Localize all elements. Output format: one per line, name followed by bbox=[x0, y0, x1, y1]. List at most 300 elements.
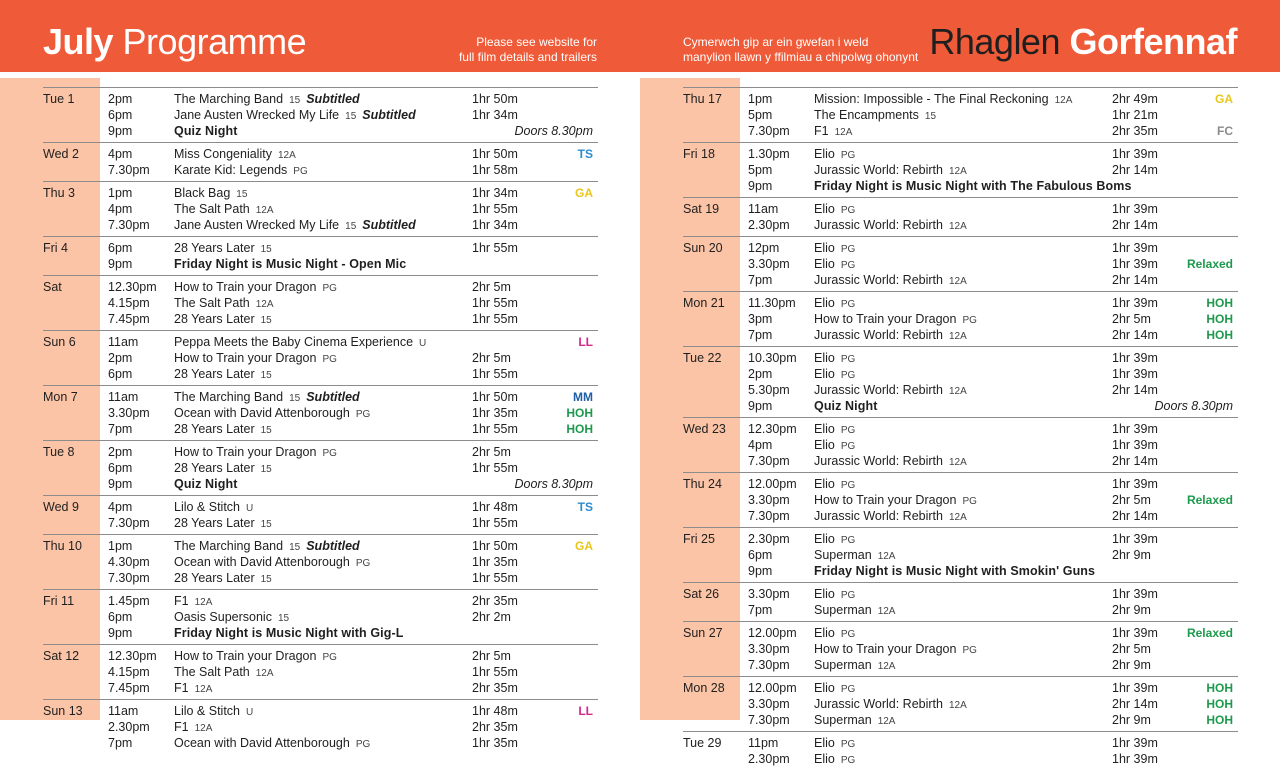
subtitled-label: Subtitled bbox=[362, 218, 416, 232]
event-title bbox=[174, 256, 406, 272]
film-name: Jane Austen Wrecked My Life bbox=[174, 108, 340, 122]
film-duration: 2hr 9m bbox=[1112, 548, 1151, 562]
film-duration: 1hr 39m bbox=[1112, 257, 1158, 271]
film-name: Elio bbox=[814, 681, 835, 695]
screening-row bbox=[43, 366, 598, 382]
subtitled-label: Subtitled bbox=[306, 539, 360, 553]
screening-row bbox=[683, 735, 1238, 751]
screening-time: 7pm bbox=[748, 328, 773, 342]
day-block bbox=[683, 472, 1238, 527]
screening-time: 10.30pm bbox=[748, 351, 797, 365]
film-name: 28 Years Later bbox=[174, 312, 255, 326]
age-rating: 12A bbox=[877, 716, 896, 727]
age-rating: 15 bbox=[345, 221, 357, 232]
age-rating: PG bbox=[840, 441, 856, 452]
film-duration: 1hr 50m bbox=[472, 147, 518, 161]
age-rating: 12A bbox=[948, 221, 967, 232]
film-duration: 2hr 5m bbox=[1112, 642, 1151, 656]
film-duration: 1hr 39m bbox=[1112, 626, 1158, 640]
age-rating: PG bbox=[355, 558, 371, 569]
film-duration: 1hr 50m bbox=[472, 92, 518, 106]
day-label: Sun 6 bbox=[43, 335, 76, 349]
film-name: 28 Years Later bbox=[174, 516, 255, 530]
film-name: Jurassic World: Rebirth bbox=[814, 163, 943, 177]
film-name: How to Train your Dragon bbox=[174, 445, 317, 459]
film-name: Jurassic World: Rebirth bbox=[814, 697, 943, 711]
film-duration: 1hr 55m bbox=[472, 312, 518, 326]
screening-time: 2.30pm bbox=[748, 752, 790, 766]
film-name: Elio bbox=[814, 626, 835, 640]
age-rating: 12A bbox=[1054, 95, 1073, 106]
age-rating: PG bbox=[840, 260, 856, 271]
screening-row bbox=[43, 554, 598, 570]
film-name: Lilo & Stitch bbox=[174, 704, 241, 718]
screening-time: 7.30pm bbox=[108, 571, 150, 585]
age-rating: 12A bbox=[277, 150, 296, 161]
screening-time: 3pm bbox=[748, 312, 773, 326]
screening-time: 12.30pm bbox=[108, 280, 157, 294]
website-note-english: Please see website for full film details and trailers bbox=[458, 35, 597, 64]
screening-row bbox=[43, 625, 598, 641]
schedule-list bbox=[43, 87, 598, 754]
film-duration: 2hr 5m bbox=[472, 280, 511, 294]
film-duration: 2hr 35m bbox=[472, 681, 518, 695]
age-rating: PG bbox=[840, 150, 856, 161]
screening-row bbox=[43, 217, 598, 233]
day-label: Fri 11 bbox=[43, 594, 75, 608]
screening-time: 2.30pm bbox=[748, 532, 790, 546]
film-title bbox=[814, 657, 895, 675]
film-name: Superman bbox=[814, 548, 872, 562]
film-name: Elio bbox=[814, 147, 835, 161]
film-name: Friday Night is Music Night with Gig-L bbox=[174, 626, 404, 640]
screening-row bbox=[43, 311, 598, 327]
screening-time: 3.30pm bbox=[748, 697, 790, 711]
age-rating: 15 bbox=[260, 315, 272, 326]
age-rating: 12A bbox=[948, 166, 967, 177]
screening-time: 1pm bbox=[108, 186, 133, 200]
film-name: Elio bbox=[814, 438, 835, 452]
doors-time: Doors 8.30pm bbox=[1154, 399, 1233, 413]
screening-row bbox=[43, 185, 598, 201]
film-duration: 1hr 55m bbox=[472, 202, 518, 216]
film-duration: 2hr 35m bbox=[472, 594, 518, 608]
film-name: The Salt Path bbox=[174, 665, 250, 679]
day-label: Fri 18 bbox=[683, 147, 715, 161]
age-rating: 15 bbox=[924, 111, 937, 122]
access-tag: Relaxed bbox=[1186, 493, 1233, 507]
film-title bbox=[174, 366, 272, 384]
screening-time: 4pm bbox=[108, 202, 133, 216]
day-block bbox=[683, 142, 1238, 197]
day-label: Tue 22 bbox=[683, 351, 722, 365]
film-duration: 1hr 39m bbox=[1112, 422, 1158, 436]
film-name: Elio bbox=[814, 422, 835, 436]
film-name: Jurassic World: Rebirth bbox=[814, 454, 943, 468]
age-rating: PG bbox=[840, 354, 856, 365]
film-name: How to Train your Dragon bbox=[814, 493, 957, 507]
screening-row bbox=[683, 162, 1238, 178]
screening-time: 7pm bbox=[108, 736, 133, 750]
day-label: Mon 28 bbox=[683, 681, 725, 695]
screening-time: 2pm bbox=[748, 367, 773, 381]
film-duration: 1hr 39m bbox=[1112, 147, 1158, 161]
film-title bbox=[174, 570, 272, 588]
day-block bbox=[683, 236, 1238, 291]
screening-time: 6pm bbox=[108, 367, 133, 381]
screening-row bbox=[43, 389, 598, 405]
age-rating: 12A bbox=[948, 457, 967, 468]
film-duration: 1hr 34m bbox=[472, 108, 518, 122]
film-name: How to Train your Dragon bbox=[174, 280, 317, 294]
age-rating: 12A bbox=[834, 127, 853, 138]
day-label: Mon 21 bbox=[683, 296, 725, 310]
screening-row bbox=[683, 712, 1238, 728]
film-duration: 2hr 14m bbox=[1112, 454, 1158, 468]
day-block bbox=[43, 181, 598, 236]
screening-row bbox=[43, 146, 598, 162]
screening-row bbox=[683, 625, 1238, 641]
age-rating: 15 bbox=[289, 542, 301, 553]
film-duration: 2hr 5m bbox=[472, 649, 511, 663]
event-title bbox=[814, 563, 1095, 579]
screening-row bbox=[43, 570, 598, 586]
screening-row bbox=[683, 453, 1238, 469]
title-welsh: Rhaglen Gorfennaf bbox=[929, 21, 1237, 62]
doors-time: Doors 8.30pm bbox=[514, 477, 593, 491]
screening-row bbox=[683, 91, 1238, 107]
screening-time: 12.30pm bbox=[748, 422, 797, 436]
screening-row bbox=[43, 538, 598, 554]
film-duration: 1hr 39m bbox=[1112, 438, 1158, 452]
screening-row bbox=[43, 476, 598, 492]
day-block bbox=[683, 197, 1238, 236]
access-tag: Relaxed bbox=[1186, 626, 1233, 640]
film-name: Superman bbox=[814, 658, 872, 672]
film-duration: 1hr 55m bbox=[472, 461, 518, 475]
film-name: Jurassic World: Rebirth bbox=[814, 328, 943, 342]
film-duration: 2hr 9m bbox=[1112, 713, 1151, 727]
screening-time: 2pm bbox=[108, 351, 133, 365]
day-block bbox=[683, 582, 1238, 621]
screening-time: 12.00pm bbox=[748, 626, 797, 640]
screening-time: 11.30pm bbox=[748, 296, 796, 310]
screening-time: 11am bbox=[108, 335, 139, 349]
film-duration: 1hr 55m bbox=[472, 571, 518, 585]
screening-time: 4pm bbox=[108, 147, 133, 161]
age-rating: 12A bbox=[948, 700, 967, 711]
access-tag: HOH bbox=[1206, 697, 1233, 711]
screening-row bbox=[683, 437, 1238, 453]
screening-time: 7.30pm bbox=[108, 516, 150, 530]
film-name: Black Bag bbox=[174, 186, 231, 200]
film-duration: 1hr 55m bbox=[472, 422, 518, 436]
screening-row bbox=[683, 508, 1238, 524]
day-block bbox=[683, 417, 1238, 472]
day-label: Sat bbox=[43, 280, 62, 294]
film-name: How to Train your Dragon bbox=[174, 649, 317, 663]
age-rating: PG bbox=[840, 244, 856, 255]
screening-time: 4pm bbox=[108, 500, 133, 514]
screening-time: 11am bbox=[748, 202, 779, 216]
access-tag: GA bbox=[575, 539, 593, 553]
screening-time: 5pm bbox=[748, 108, 773, 122]
access-tag: Relaxed bbox=[1186, 257, 1233, 271]
film-duration: 1hr 39m bbox=[1112, 532, 1158, 546]
screening-time: 3.30pm bbox=[748, 587, 790, 601]
film-duration: 2hr 14m bbox=[1112, 218, 1158, 232]
screening-row bbox=[683, 178, 1238, 194]
day-label: Wed 9 bbox=[43, 500, 79, 514]
film-duration: 1hr 39m bbox=[1112, 351, 1158, 365]
age-rating: 15 bbox=[260, 425, 272, 436]
screening-row bbox=[43, 240, 598, 256]
screening-time: 4.15pm bbox=[108, 665, 150, 679]
screening-row bbox=[43, 421, 598, 437]
film-name: Elio bbox=[814, 202, 835, 216]
film-name: Elio bbox=[814, 587, 835, 601]
screening-time: 7.45pm bbox=[108, 312, 150, 326]
screening-time: 9pm bbox=[748, 179, 773, 193]
screening-row bbox=[683, 240, 1238, 256]
day-label: Wed 2 bbox=[43, 147, 79, 161]
film-duration: 1hr 39m bbox=[1112, 681, 1158, 695]
film-name: Miss Congeniality bbox=[174, 147, 272, 161]
screening-time: 9pm bbox=[748, 564, 773, 578]
screening-row bbox=[683, 107, 1238, 123]
access-tag: HOH bbox=[566, 406, 593, 420]
film-duration: 1hr 48m bbox=[472, 500, 518, 514]
day-block bbox=[43, 589, 598, 644]
film-name: Superman bbox=[814, 713, 872, 727]
day-label: Sun 13 bbox=[43, 704, 83, 718]
film-duration: 1hr 39m bbox=[1112, 296, 1158, 310]
screening-row bbox=[683, 123, 1238, 139]
screening-time: 9pm bbox=[108, 477, 133, 491]
film-duration: 1hr 39m bbox=[1112, 736, 1158, 750]
screening-time: 7.30pm bbox=[108, 163, 150, 177]
film-name: 28 Years Later bbox=[174, 422, 255, 436]
film-name: Mission: Impossible - The Final Reckoning bbox=[814, 92, 1049, 106]
screening-time: 11am bbox=[108, 390, 139, 404]
doors-time: Doors 8.30pm bbox=[514, 124, 593, 138]
day-block bbox=[43, 644, 598, 699]
day-label: Tue 8 bbox=[43, 445, 75, 459]
screening-row bbox=[43, 499, 598, 515]
day-label: Sun 20 bbox=[683, 241, 723, 255]
schedule-list bbox=[683, 87, 1238, 770]
screening-row bbox=[43, 648, 598, 664]
screening-time: 7.30pm bbox=[748, 509, 790, 523]
day-label: Sat 12 bbox=[43, 649, 80, 663]
age-rating: 12A bbox=[948, 276, 967, 287]
film-title bbox=[814, 327, 967, 345]
screening-time: 7.30pm bbox=[748, 124, 790, 138]
age-rating: 15 bbox=[289, 393, 301, 404]
film-name: 28 Years Later bbox=[174, 241, 255, 255]
film-title bbox=[814, 217, 967, 235]
access-tag: TS bbox=[577, 500, 593, 514]
film-title bbox=[174, 311, 272, 329]
subtitled-label: Subtitled bbox=[306, 92, 360, 106]
day-block bbox=[683, 87, 1238, 142]
film-duration: 1hr 39m bbox=[1112, 752, 1158, 766]
film-name: Elio bbox=[814, 752, 835, 766]
screening-row bbox=[43, 735, 598, 751]
screening-time: 3.30pm bbox=[748, 257, 790, 271]
film-name: Jurassic World: Rebirth bbox=[814, 273, 943, 287]
film-duration: 1hr 35m bbox=[472, 406, 518, 420]
screening-time: 7pm bbox=[748, 273, 773, 287]
day-label: Sat 26 bbox=[683, 587, 720, 601]
film-name: Oasis Supersonic bbox=[174, 610, 272, 624]
age-rating: PG bbox=[962, 645, 977, 656]
access-tag: LL bbox=[578, 335, 593, 349]
age-rating: PG bbox=[962, 315, 977, 326]
film-name: Jurassic World: Rebirth bbox=[814, 509, 943, 523]
age-rating: 15 bbox=[260, 370, 272, 381]
film-name: The Salt Path bbox=[174, 202, 250, 216]
film-name: 28 Years Later bbox=[174, 461, 255, 475]
film-duration: 2hr 14m bbox=[1112, 383, 1158, 397]
screening-row bbox=[683, 563, 1238, 579]
title-english: July Programme bbox=[43, 21, 307, 62]
age-rating: PG bbox=[840, 739, 856, 750]
film-name: Jane Austen Wrecked My Life bbox=[174, 218, 340, 232]
screening-row bbox=[683, 641, 1238, 657]
day-block bbox=[43, 275, 598, 330]
film-name: Ocean with David Attenborough bbox=[174, 406, 350, 420]
film-duration: 2hr 5m bbox=[472, 445, 511, 459]
day-block bbox=[683, 527, 1238, 582]
screening-row bbox=[43, 609, 598, 625]
age-rating: PG bbox=[322, 283, 337, 294]
film-name: How to Train your Dragon bbox=[174, 351, 317, 365]
film-name: Elio bbox=[814, 296, 835, 310]
screening-time: 7.30pm bbox=[748, 658, 790, 672]
screening-row bbox=[683, 217, 1238, 233]
screening-time: 6pm bbox=[108, 610, 133, 624]
film-title bbox=[174, 162, 308, 180]
schedule-page-left bbox=[43, 78, 598, 750]
day-block bbox=[43, 236, 598, 275]
film-title bbox=[814, 751, 855, 769]
film-name: Ocean with David Attenborough bbox=[174, 555, 350, 569]
age-rating: PG bbox=[840, 755, 856, 766]
day-block bbox=[43, 385, 598, 440]
film-duration: 1hr 50m bbox=[472, 539, 518, 553]
day-label: Fri 25 bbox=[683, 532, 715, 546]
screening-time: 7.30pm bbox=[748, 454, 790, 468]
screening-time: 12pm bbox=[748, 241, 780, 255]
age-rating: PG bbox=[840, 480, 856, 491]
screening-time: 2.30pm bbox=[108, 720, 150, 734]
day-block bbox=[683, 621, 1238, 676]
age-rating: 12A bbox=[948, 512, 967, 523]
film-duration: 1hr 35m bbox=[472, 736, 518, 750]
day-block bbox=[43, 330, 598, 385]
film-duration: 1hr 55m bbox=[472, 296, 518, 310]
film-name: Lilo & Stitch bbox=[174, 500, 241, 514]
age-rating: 15 bbox=[260, 519, 272, 530]
screening-row bbox=[683, 327, 1238, 343]
film-name: Friday Night is Music Night with The Fabulous Boms bbox=[814, 179, 1132, 193]
age-rating: 15 bbox=[260, 464, 272, 475]
screening-time: 7pm bbox=[108, 422, 133, 436]
age-rating: PG bbox=[322, 448, 337, 459]
film-duration: 2hr 14m bbox=[1112, 697, 1158, 711]
film-duration: 1hr 55m bbox=[472, 665, 518, 679]
film-name: 28 Years Later bbox=[174, 571, 255, 585]
film-duration: 1hr 55m bbox=[472, 516, 518, 530]
access-tag: HOH bbox=[1206, 681, 1233, 695]
screening-row bbox=[683, 547, 1238, 563]
film-name: Quiz Night bbox=[174, 124, 238, 138]
access-tag: TS bbox=[577, 147, 593, 161]
film-name: How to Train your Dragon bbox=[814, 312, 957, 326]
screening-time: 5.30pm bbox=[748, 383, 790, 397]
screening-time: 7.30pm bbox=[748, 713, 790, 727]
screening-time: 4.15pm bbox=[108, 296, 150, 310]
screening-row bbox=[43, 295, 598, 311]
day-block bbox=[43, 495, 598, 534]
film-duration: 1hr 35m bbox=[472, 555, 518, 569]
event-title bbox=[174, 123, 238, 139]
screening-row bbox=[43, 256, 598, 272]
film-name: The Salt Path bbox=[174, 296, 250, 310]
screening-time: 7pm bbox=[748, 603, 773, 617]
screening-row bbox=[683, 751, 1238, 767]
film-name: Quiz Night bbox=[814, 399, 878, 413]
screening-row bbox=[683, 146, 1238, 162]
film-duration: 1hr 39m bbox=[1112, 202, 1158, 216]
screening-time: 6pm bbox=[108, 461, 133, 475]
day-block bbox=[43, 440, 598, 495]
film-duration: 1hr 34m bbox=[472, 186, 518, 200]
age-rating: 15 bbox=[277, 613, 290, 624]
screening-time: 6pm bbox=[108, 108, 133, 122]
age-rating: PG bbox=[840, 535, 856, 546]
film-name: Friday Night is Music Night - Open Mic bbox=[174, 257, 407, 271]
screening-row bbox=[43, 593, 598, 609]
screening-time: 3.30pm bbox=[748, 642, 790, 656]
film-name: Friday Night is Music Night with Smokin' Guns bbox=[814, 564, 1096, 578]
film-name: Elio bbox=[814, 241, 835, 255]
film-title bbox=[174, 217, 416, 235]
age-rating: 12A bbox=[194, 684, 213, 695]
day-label: Tue 1 bbox=[43, 92, 75, 106]
age-rating: U bbox=[419, 338, 427, 349]
age-rating: 12A bbox=[877, 551, 896, 562]
screening-row bbox=[683, 382, 1238, 398]
age-rating: PG bbox=[293, 166, 308, 177]
screening-row bbox=[43, 279, 598, 295]
film-title bbox=[174, 680, 212, 698]
screening-time: 2.30pm bbox=[748, 218, 790, 232]
subtitled-label: Subtitled bbox=[362, 108, 416, 122]
screening-row bbox=[683, 696, 1238, 712]
screening-row bbox=[43, 162, 598, 178]
day-label: Wed 23 bbox=[683, 422, 726, 436]
schedule-page-right bbox=[683, 78, 1238, 766]
age-rating: 12A bbox=[877, 606, 896, 617]
film-name: How to Train your Dragon bbox=[814, 642, 957, 656]
film-name: Elio bbox=[814, 736, 835, 750]
screening-time: 9pm bbox=[108, 124, 133, 138]
access-tag: HOH bbox=[1206, 328, 1233, 342]
age-rating: PG bbox=[840, 370, 856, 381]
age-rating: 12A bbox=[255, 205, 274, 216]
